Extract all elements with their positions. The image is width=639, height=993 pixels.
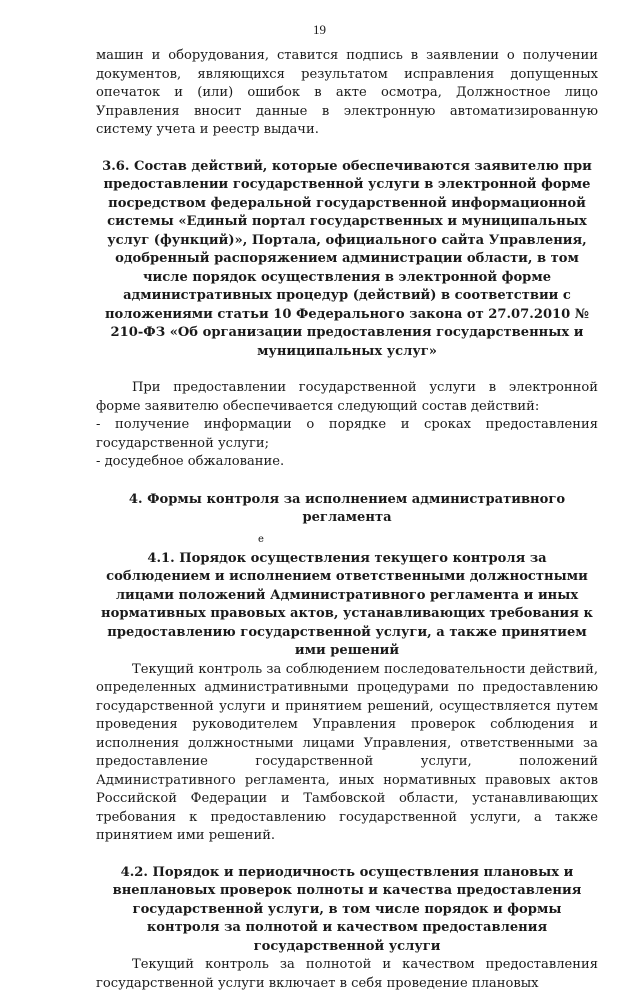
section-heading-4: 4. Формы контроля за исполнением административного регламента — [128, 491, 566, 525]
list-item-appeal: - досудебное обжалование. — [96, 454, 285, 469]
page-number: 19 — [313, 22, 326, 37]
list-item-info: - получение информации о порядке и сроках предоставления государственной услуги; — [96, 417, 598, 451]
section-heading-4-2: 4.2. Порядок и периодичность осуществления плановых и внеплановых проверок полноты и качества предоставления государственной услуги, в том числе порядок и формы контроля за полнотой и качеством предоставления государственной услуги — [112, 864, 582, 954]
stray-mark: е — [258, 533, 264, 545]
section-heading-3-6: 3.6. Состав действий, которые обеспечиваются заявителю при предоставлении государственной услуги в электронной форме посредством федеральной государственной информационной системы «Единый портал государственных и муниципальных услуг (функций)», Портала, официального сайта Управления, одобренный распоряжением администрации области, в том числе порядок осуществления в электронной форме административных процедур (действий) в соответствии с положениями статьи 10 Федерального закона от 27.07.2010 № 210-ФЗ «Об организации предоставления государственных и муниципальных услуг» — [102, 158, 592, 359]
paragraph-4-1: Текущий контроль за соблюдением последовательности действий, определенных административными процедурами по предоставлению государственной услуги и принятием решений, осуществляется путем проведения руководителем Управления проверок соблюдения и исполнения должностными лицами Управления, ответственными за предоставление государственной услуги, положений Административного регламента, иных нормативных правовых актов Российской Федерации и Тамбовской области, устанавливающих требования к предоставлению государственной услуги, а также принятием ими решений. — [96, 661, 598, 843]
paragraph-3-6-intro: При предоставлении государственной услуги в электронной форме заявителю обеспечивается следующий состав действий: — [96, 380, 598, 414]
paragraph-4-2: Текущий контроль за полнотой и качеством предоставления государственной услуги включает в себя проведение плановых — [96, 957, 598, 991]
document-body — [96, 47, 598, 993]
paragraph-intro: машин и оборудования, ставится подпись в заявлении о получении документов, являющихся результатом исправления допущенных опечаток и (или) ошибок в акте осмотра, Должностное лицо Управления вносит данные в электронную автоматизированную систему учета и реестр выдачи. — [96, 48, 598, 137]
section-heading-4-1: 4.1. Порядок осуществления текущего контроля за соблюдением и исполнением ответственными должностными лицами положений Административного регламента и иных нормативных правовых актов, устанавливающих требования к предоставлению государственной услуги, а также принятием ими решений — [101, 550, 593, 658]
